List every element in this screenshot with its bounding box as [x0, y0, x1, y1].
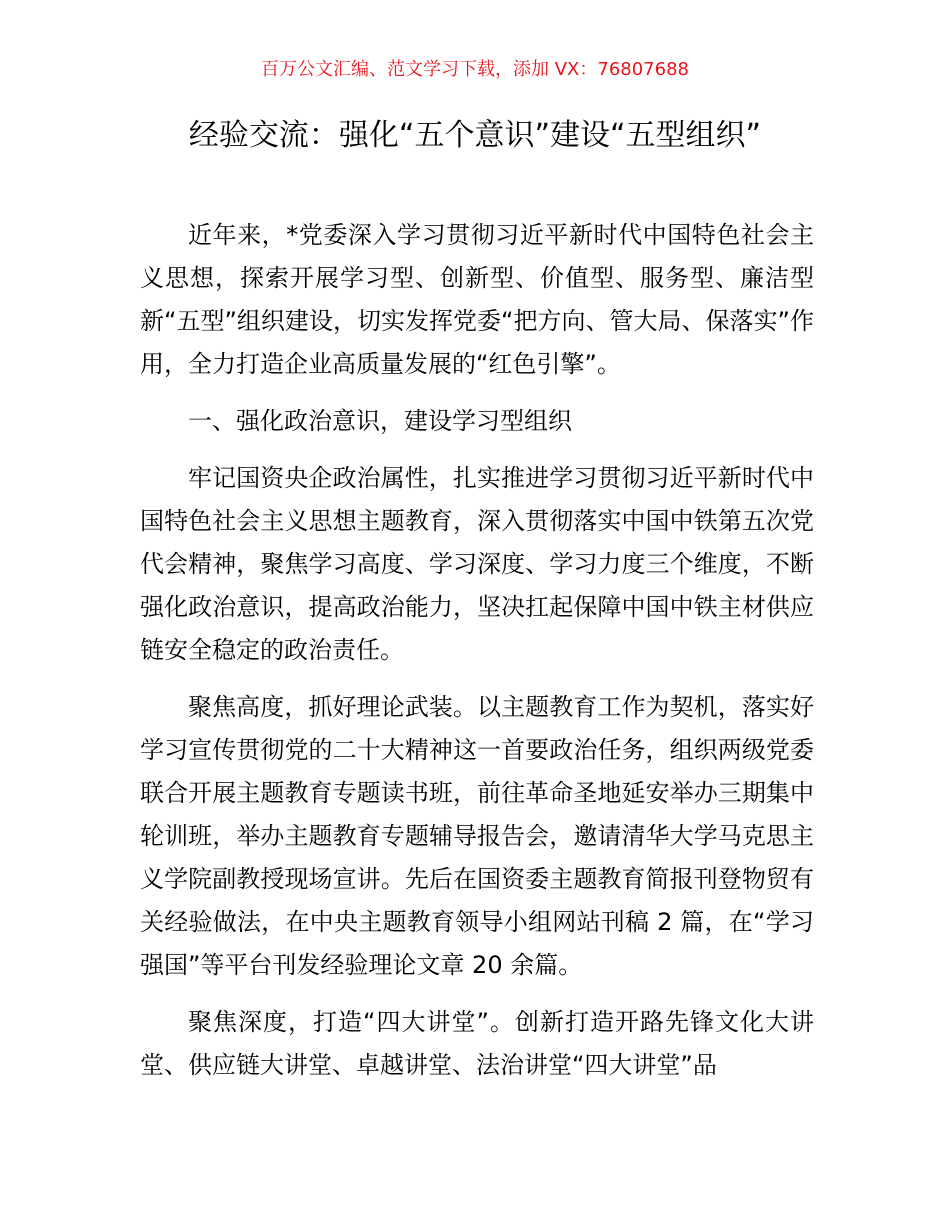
paragraph-intro: 近年来，*党委深入学习贯彻习近平新时代中国特色社会主义思想，探索开展学习型、创新型、价值型、服务型、廉洁型新“五型”组织建设，切实发挥党委“把方向、管大局、保落实”作用，全力打造企业高质量发展的“红色引擎”。 [140, 221, 814, 378]
page-title: 经验交流：强化“五个意识”建设“五型组织” [188, 118, 762, 153]
document-body [140, 214, 814, 1101]
section-heading-1: 一、强化政治意识，建设学习型组织 [188, 407, 572, 435]
header-watermark-note: 百万公文汇编、范文学习下载，添加 VX：76807688 [261, 59, 689, 80]
paragraph-focus-height: 聚焦高度，抓好理论武装。以主题教育工作为契机，落实好学习宣传贯彻党的二十大精神这一首要政治任务，组织两级党委联合开展主题教育专题读书班，前往革命圣地延安举办三期集中轮训班，举办主题教育专题辅导报告会，邀请清华大学马克思主义学院副教授现场宣讲。先后在国资委主题教育简报刊登物贸有关经验做法，在中央主题教育领导小组网站刊稿 2 篇，在“学习强国”等平台刊发经验理论文章 20 余篇。 [140, 693, 814, 979]
paragraph-focus-depth: 聚焦深度，打造“四大讲堂”。创新打造开路先锋文化大讲堂、供应链大讲堂、卓越讲堂、法治讲堂“四大讲堂”品 [140, 1008, 814, 1079]
paragraph-section-1: 牢记国资央企政治属性，扎实推进学习贯彻习近平新时代中国特色社会主义思想主题教育，深入贯彻落实中国中铁第五次党代会精神，聚焦学习高度、学习深度、学习力度三个维度，不断强化政治意识，提高政治能力，坚决扛起保障中国中铁主材供应链安全稳定的政治责任。 [140, 464, 814, 664]
